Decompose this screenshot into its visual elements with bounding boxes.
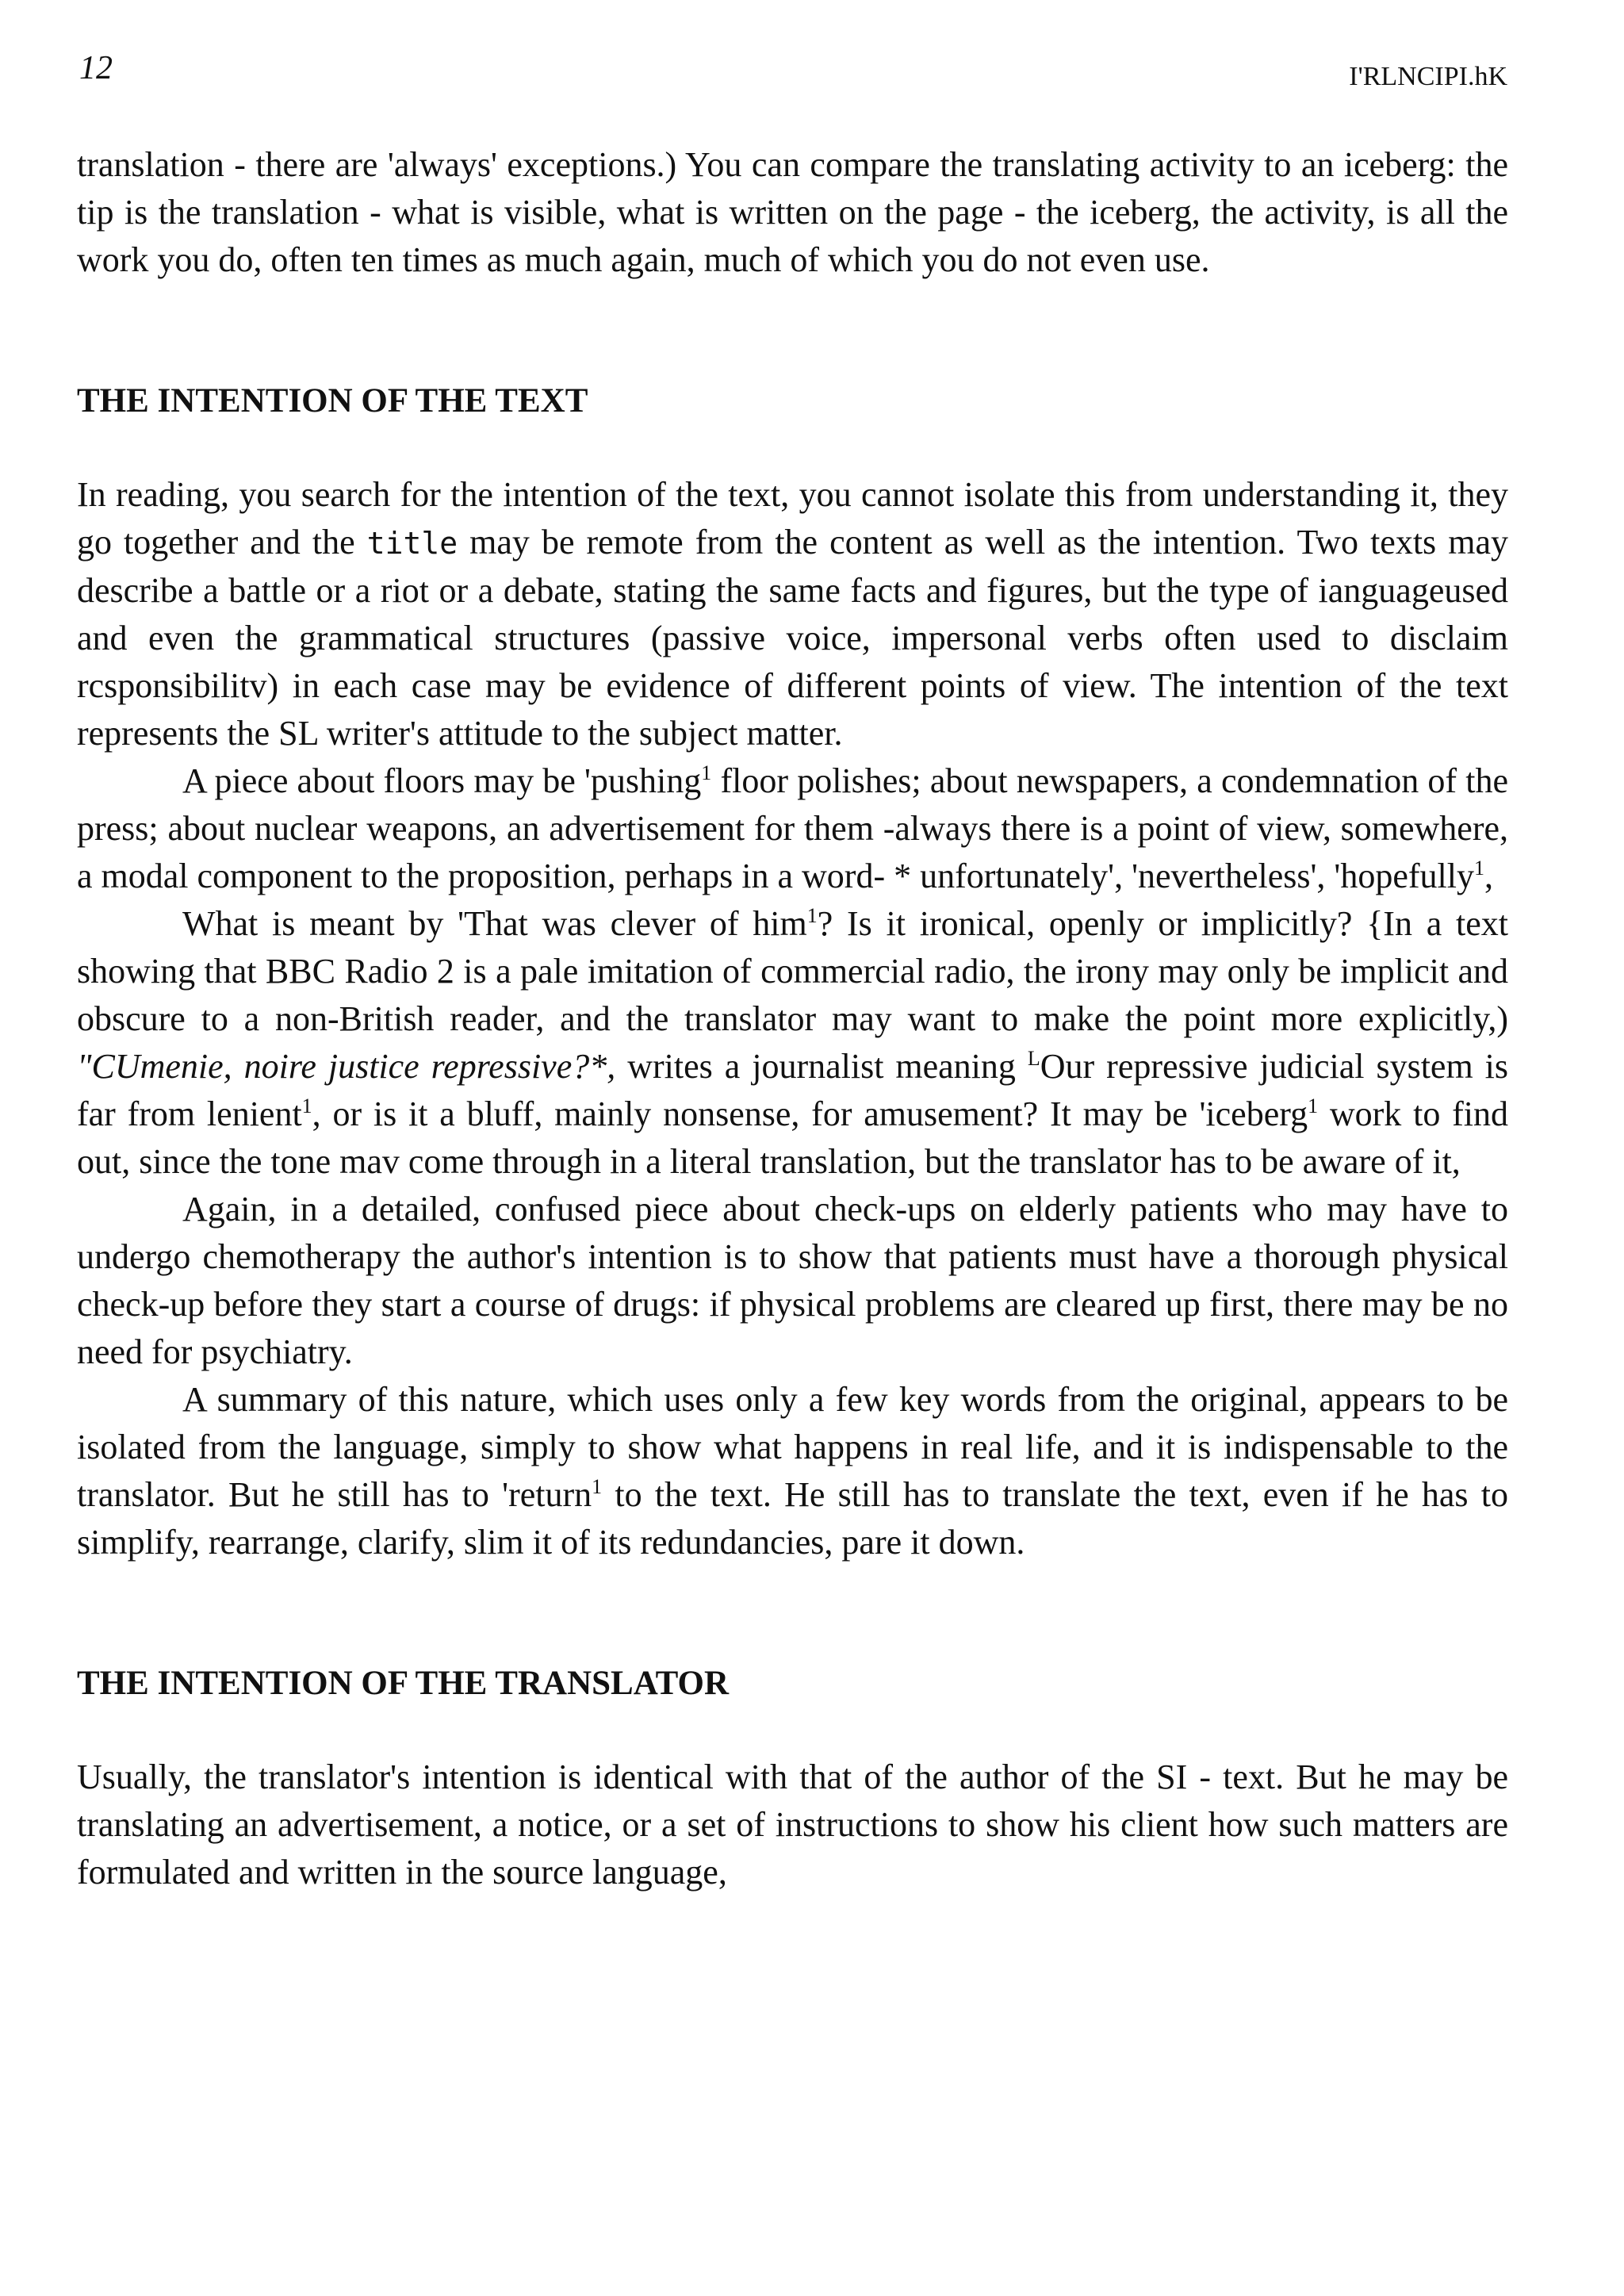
superscript: 1: [701, 761, 712, 784]
paragraph: [77, 900, 1508, 1186]
text-run: title: [366, 526, 458, 561]
text-run: Our repressive judicial system is far from lenient: [77, 1047, 1508, 1133]
superscript: 1: [592, 1475, 603, 1498]
text-run: writes a journalist meaning: [615, 1047, 1028, 1086]
text-run: may be remote from the content as well as the intention. Two texts may describe a battle or a riot or a debate, stating the same facts and figures, but the type of ianguageused and even the grammatical structures (passive voice, impersonal verbs often used to disclaim rcsponsibilitv) in each case may be evidence of different points of view. The intention of the text represents the SL writer's attitude to the subject matter.: [77, 523, 1508, 753]
text-run: to the text. He still has to translate the text, even if he has to simplify, rearrange, clarify, slim it of its redundancies, pare it down.: [77, 1475, 1508, 1562]
text-run: In reading, you search for the intention of the text, you cannot isolate this from understanding it, they go together and the: [77, 475, 1508, 562]
section-heading: THE INTENTION OF THE TEXT: [77, 382, 588, 420]
paragraph: Usually, the translator's intention is identical with that of the author of the SI - text. But he may be translating an advertisement, a notice, or a set of instructions to show his client how such matters are formulated and written in the source language,: [77, 1757, 1508, 1892]
paragraph: [77, 471, 1508, 757]
superscript: 1: [301, 1094, 312, 1117]
superscript: 1: [806, 904, 818, 927]
paragraph: [77, 757, 1508, 900]
text-run: ? Is it ironical, openly or implicitly? {In a text showing that BBC Radio 2 is a pale imitation of commercial radio, the irony may only be implicit and obscure to a non-British reader, and the translator may want to make the point more explicitly,): [77, 904, 1508, 1038]
superscript: L: [1027, 1047, 1040, 1070]
paragraph: [77, 1376, 1508, 1566]
paragraph: translation - there are 'always' exceptions.) You can compare the translating activity to an iceberg: the tip is the translation - what is visible, what is written on the page - the iceberg, the activity, is all the work you do, often ten times as much again, much of which you do not even use.: [77, 145, 1508, 279]
text-run: A summary of this nature, which uses only a few key words from the original, appears to be isolated from the language, simply to show what happens in real life, and it is indispensable to the translator. But he still has to 'return: [77, 1380, 1508, 1514]
italic-quote: "CUmenie, noire justice repressive?*,: [77, 1047, 616, 1086]
text-run: floor polishes; about newspapers, a condemnation of the press; about nuclear weapons, an advertisement for them -always there is a point of view, somewhere, a modal component to the proposition, perhaps in a word- * unfortunately', 'nevertheless', 'hopefully: [77, 761, 1508, 895]
text-run: work to find out, since the tone mav come through in a literal translation, but the translator has to be aware of it,: [77, 1094, 1508, 1181]
text-run: , or is it a bluff, mainly nonsense, for amusement? It may be 'iceberg: [312, 1094, 1308, 1133]
page-body: [77, 141, 1508, 1896]
section-heading: THE INTENTION OF THE TRANSLATOR: [77, 1665, 729, 1702]
page-number: 12: [79, 50, 113, 86]
superscript: 1: [1308, 1094, 1319, 1117]
text-run: ,: [1484, 857, 1493, 895]
text-run: What is meant by 'That was clever of him: [182, 904, 807, 943]
paragraph: Again, in a detailed, confused piece about check-ups on elderly patients who may have to undergo chemotherapy the author's intention is to show that patients must have a thorough physical check-up before they start a course of drugs: if physical problems are cleared up first, there may be no need for psychiatry.: [77, 1190, 1508, 1371]
superscript: 1: [1473, 857, 1484, 880]
running-head: I'RLNCIPI.hK: [1349, 62, 1507, 91]
text-run: A piece about floors may be 'pushing: [182, 761, 702, 800]
